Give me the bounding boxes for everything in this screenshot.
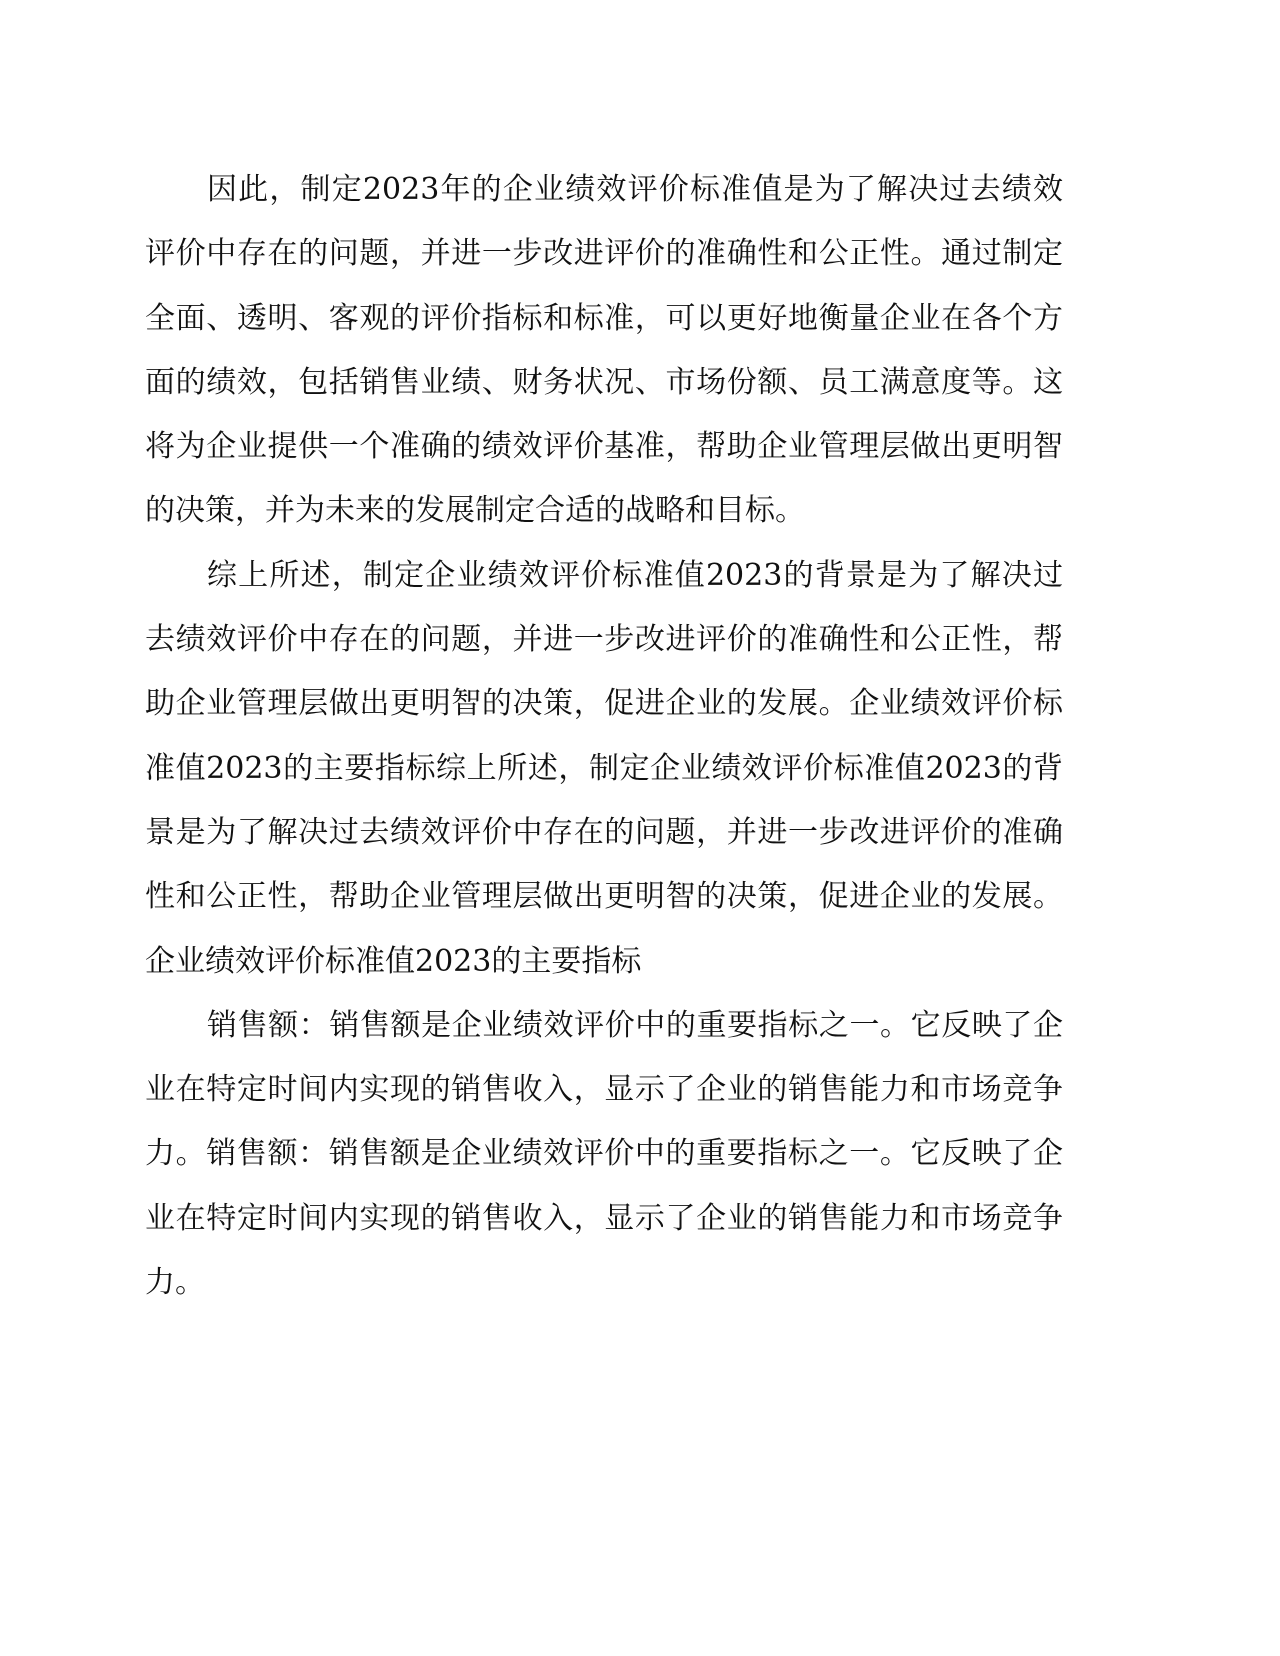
document-page	[145, 158, 1063, 1315]
paragraph-background-purpose: 因此，制定2023年的企业绩效评价标准值是为了解决过去绩效评价中存在的问题，并进一步改进评价的准确性和公正性。通过制定全面、透明、客观的评价指标和标准，可以更好地衡量企业在各个方面的绩效，包括销售业绩、财务状况、市场份额、员工满意度等。这将为企业提供一个准确的绩效评价基准，帮助企业管理层做出更明智的决策，并为未来的发展制定合适的战略和目标。	[145, 172, 1063, 529]
paragraph-summary: 综上所述，制定企业绩效评价标准值2023的背景是为了解决过去绩效评价中存在的问题，并进一步改进评价的准确性和公正性，帮助企业管理层做出更明智的决策，促进企业的发展。企业绩效评价标准值2023的主要指标综上所述，制定企业绩效评价标准值2023的背景是为了解决过去绩效评价中存在的问题，并进一步改进评价的准确性和公正性，帮助企业管理层做出更明智的决策，促进企业的发展。企业绩效评价标准值2023的主要指标	[145, 557, 1063, 979]
paragraph-sales-indicator: 销售额：销售额是企业绩效评价中的重要指标之一。它反映了企业在特定时间内实现的销售收入，显示了企业的销售能力和市场竞争力。销售额：销售额是企业绩效评价中的重要指标之一。它反映了企业在特定时间内实现的销售收入，显示了企业的销售能力和市场竞争力。	[145, 1007, 1063, 1301]
